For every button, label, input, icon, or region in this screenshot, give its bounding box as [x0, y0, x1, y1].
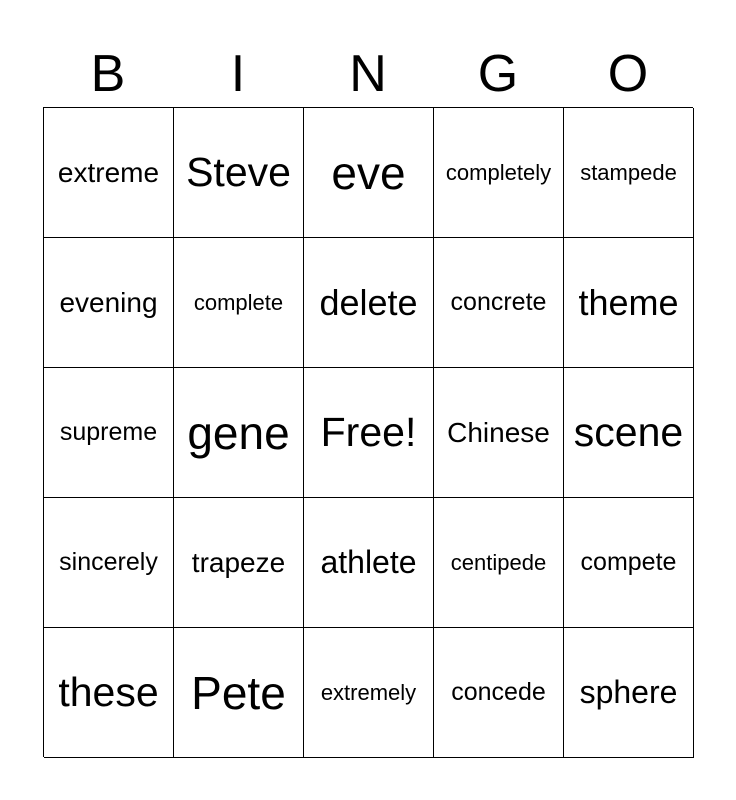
bingo-header: [43, 40, 693, 108]
bingo-cell[interactable]: theme: [564, 238, 694, 368]
bingo-cell[interactable]: concrete: [434, 238, 564, 368]
bingo-cell[interactable]: these: [44, 628, 174, 758]
free-space-cell[interactable]: Free!: [304, 368, 434, 498]
bingo-cell[interactable]: compete: [564, 498, 694, 628]
bingo-card-grid: [43, 107, 693, 757]
bingo-cell[interactable]: sincerely: [44, 498, 174, 628]
bingo-cell[interactable]: Chinese: [434, 368, 564, 498]
bingo-cell[interactable]: completely: [434, 108, 564, 238]
bingo-cell[interactable]: trapeze: [174, 498, 304, 628]
header-letter-b: B: [90, 45, 126, 103]
bingo-cell[interactable]: extreme: [44, 108, 174, 238]
bingo-cell[interactable]: evening: [44, 238, 174, 368]
bingo-cell[interactable]: Steve: [174, 108, 304, 238]
bingo-cell[interactable]: athlete: [304, 498, 434, 628]
bingo-cell[interactable]: centipede: [434, 498, 564, 628]
header-letter-n: N: [349, 45, 387, 103]
header-letter-o: O: [607, 45, 649, 103]
bingo-cell[interactable]: delete: [304, 238, 434, 368]
bingo-cell[interactable]: Pete: [174, 628, 304, 758]
bingo-cell[interactable]: concede: [434, 628, 564, 758]
bingo-cell[interactable]: extremely: [304, 628, 434, 758]
bingo-cell[interactable]: sphere: [564, 628, 694, 758]
bingo-cell[interactable]: complete: [174, 238, 304, 368]
bingo-cell[interactable]: eve: [304, 108, 434, 238]
header-letter-g: G: [477, 45, 519, 103]
bingo-cell[interactable]: stampede: [564, 108, 694, 238]
bingo-cell[interactable]: supreme: [44, 368, 174, 498]
bingo-cell[interactable]: gene: [174, 368, 304, 498]
header-letter-i: I: [230, 45, 246, 103]
bingo-cell[interactable]: scene: [564, 368, 694, 498]
